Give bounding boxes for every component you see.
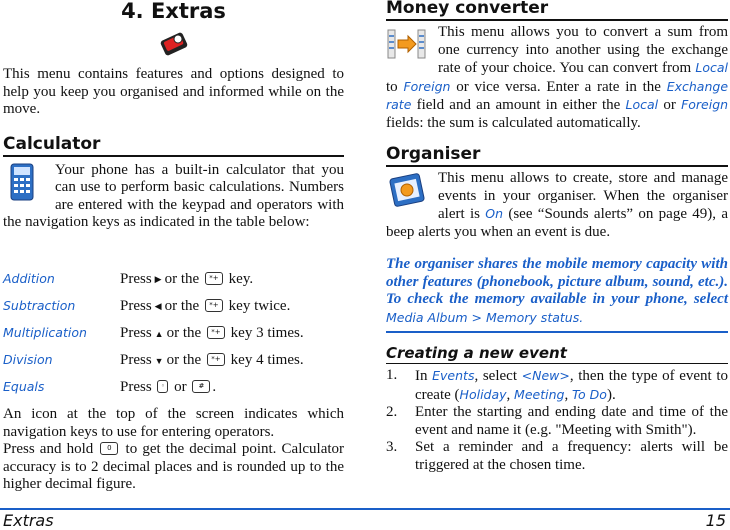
tail-text: . [212,379,217,395]
step1-e: , [564,386,569,403]
press-text: Press [120,325,152,341]
step1-b: , select [474,368,517,384]
star-key-icon: *+ [205,299,223,312]
organiser-text-2: (see “Sounds alerts” on page 49), a beep alerts you when an event is due. [386,206,729,240]
star-key-icon: *+ [207,353,225,366]
calculator-icon [3,162,49,204]
tail-text: key 4 times. [230,352,304,368]
step-number: 2. [386,404,398,420]
intro-paragraph: This menu contains features and options designed to help you keep you organised and informed while on the move. [3,66,344,117]
up-arrow-icon: ▲ [154,328,164,339]
extras-icon [3,24,344,66]
or-text: or [174,379,187,395]
organiser-body [386,170,728,241]
page-number: 15 [705,511,726,530]
chapter-title: 4. Extras [121,0,226,23]
money-text-2: or vice versa. Enter a rate in the [456,78,661,95]
key-row-multiplication [3,325,344,343]
keyword-meeting: Meeting [514,386,565,402]
keyword-todo: To Do [571,386,607,402]
money-heading: Money converter [386,0,728,21]
key-row-addition [3,271,344,289]
step2-text: Enter the starting and ending date and time of the event and name it (e.g. "Meeting with Smith"). [415,404,728,438]
tail-text: key. [228,271,254,287]
keyword-local: Local [695,60,729,75]
step1-f: ). [606,386,616,403]
calculator-para3 [3,441,344,494]
tail-text: key twice. [228,298,291,314]
star-key-icon: *+ [205,272,223,285]
keyword-events: Events [432,368,475,383]
keyword-new: <New> [521,368,570,383]
keyword-foreign-2: Foreign [681,97,729,112]
hash-key-icon: # [192,380,210,393]
footer-section: Extras [3,511,54,530]
calculator-intro [3,162,344,232]
step-3 [386,439,728,474]
keyword-holiday: Holiday [459,386,507,402]
money-converter-icon [386,24,432,66]
op-equals: Equals [3,379,45,394]
or-text: or the [164,298,200,314]
key-row-subtraction [3,298,344,316]
press-text: Press [120,271,152,287]
press-text: Press [120,352,152,368]
or-text: or the [166,325,202,341]
press-text: Press [120,298,152,314]
key-row-equals [3,379,344,397]
or-text: or the [166,352,202,368]
money-body [386,24,728,132]
step-1 [386,367,728,404]
tail-text: key 3 times. [230,325,304,341]
step-number: 1. [386,367,398,383]
calculator-heading: Calculator [3,134,344,157]
keyword-local-2: Local [625,97,659,112]
organiser-icon [386,170,432,212]
step-2 [386,404,728,439]
step1-d: , [506,386,511,403]
zero-key-icon: 0 [100,442,118,455]
note-menu-path: Media Album > Memory status. [386,309,584,325]
ok-key-icon: ◦ [157,380,168,393]
op-division: Division [3,352,53,367]
op-addition: Addition [3,271,55,286]
op-subtraction: Subtraction [3,298,76,313]
step-number: 3. [386,439,398,455]
left-column [3,0,344,232]
press-hold-text: Press and hold [3,441,94,457]
press-text: Press [120,379,152,395]
organiser-heading: Organiser [386,144,728,167]
right-arrow-icon: ▶ [154,274,162,285]
right-column [386,0,728,474]
left-arrow-icon: ◀ [154,301,162,312]
new-event-heading: Creating a new event [386,345,728,364]
down-arrow-icon: ▼ [154,355,164,366]
money-or: or [663,97,676,113]
money-text-1: This menu allows you to convert a sum from one currency into another using the exchange rate of your choice. You can convert from [438,24,728,76]
page-footer [0,508,730,530]
calculator-para2: An icon at the top of the screen indicates which navigation keys to use for entering operators. [3,406,344,440]
step1-a: In [415,368,428,384]
calculator-body: Your phone has a built-in calculator that you can use to perform basic calculations. Numbers are entered with the keypad and operators with the navigation keys as indicated in the table below: [3,161,344,230]
or-text: or the [164,271,200,287]
op-multiplication: Multiplication [3,325,87,340]
star-key-icon: *+ [207,326,225,339]
organiser-text-1: This menu allows to create, store and manage events in your organiser. When the organiser alert is [438,170,728,222]
money-text-3: field and an amount in either the [416,97,621,113]
keyword-foreign: Foreign [403,78,451,94]
money-text-4: fields: the sum is calculated automatically. [386,114,641,131]
step3-text: Set a reminder and a frequency: alerts will be triggered at the chosen time. [415,439,728,473]
key-row-division [3,352,344,370]
money-to: to [386,78,398,95]
organiser-note [386,256,728,333]
note-text: The organiser shares the mobile memory capacity with other features (phonebook, picture album, sound, etc.). To check the memory available in your phone, select [386,256,728,307]
new-event-steps [386,367,728,474]
decimal-text: to get the decimal point. Calculator accuracy is to 2 decimal places and is rounded up to the higher decimal figure. [3,441,345,492]
keyword-on: On [485,206,504,221]
step1-c: , then the type of event to create ( [415,368,729,403]
keyword-exchange-rate: Exchange rate [386,78,729,112]
